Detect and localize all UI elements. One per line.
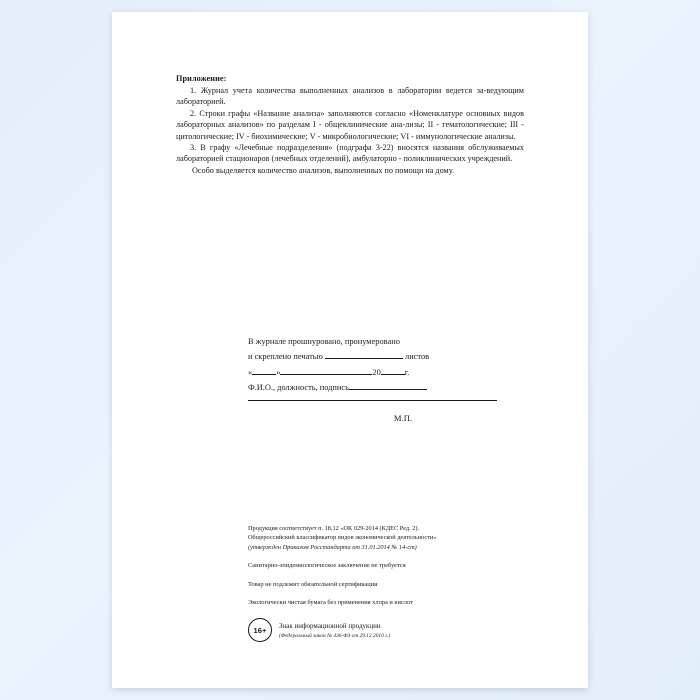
age-rating-title: Знак информационной продукции — [279, 622, 381, 631]
signature-line-2-suffix: листов — [405, 352, 430, 362]
appendix-special-note: Особо выделяется количество анализов, выполненных по помощи на дому. — [192, 165, 455, 175]
footer-line-5: Товар не подлежит обязательной сертификации — [248, 580, 378, 588]
footer-gap-1 — [248, 552, 538, 561]
signature-line-4-label: Ф.И.О., должность, подпись — [248, 383, 349, 393]
signature-line-1-text: В журнале прошнуровано, пронумеровано — [248, 337, 400, 346]
age-rating-badge: 16+ — [248, 618, 272, 642]
date-quote-close: » — [276, 367, 281, 377]
footer-line-3: (утвержден Приказом Росстандарта от 31.01.2014 № 14-ст) — [248, 543, 417, 551]
signature-line-2 — [248, 349, 498, 364]
sheets-count-blank[interactable] — [325, 349, 403, 359]
footer-line-1: Продукция соответствует п. 18.12 «ОК 029-2014 (КДЕС Ред. 2). — [248, 525, 420, 532]
appendix-paragraph-2: 2. Строки графы «Название анализа» заполняются согласно «Номенклатуре основных видов лабораторных анализов» по разделам I - общеклинические ана-лизы; II - гематологические; III - цитологические; IV - биохимические; V - микробиологические; VI - иммунологические анализы. — [176, 108, 524, 141]
year-blank[interactable] — [381, 365, 405, 375]
footer-line-2: Общероссийский классификатор видов экономической деятельности» — [248, 534, 437, 542]
footer-line-4: Санитарно-эпидемиологическое заключение не требуется — [248, 562, 406, 570]
date-quote-open: « — [248, 367, 253, 377]
signature-blank[interactable] — [349, 380, 427, 390]
day-blank[interactable] — [252, 365, 276, 375]
document-page — [112, 12, 588, 688]
signature-line-4 — [248, 380, 498, 395]
age-rating-row — [248, 618, 538, 642]
footer-gap-2 — [248, 571, 538, 580]
signature-line-2-prefix: и скреплено печатью — [248, 352, 323, 362]
month-blank[interactable] — [280, 365, 372, 375]
age-rating-text — [279, 620, 390, 640]
year-suffix: г. — [404, 367, 410, 377]
signature-long-rule — [248, 399, 497, 401]
age-rating-subtitle: (Федеральный закон № 436-ФЗ от 29.12.2010 г.) — [279, 632, 391, 639]
signature-line-1 — [248, 334, 498, 349]
stamp-label: М.П. — [393, 412, 413, 423]
certification-footer — [248, 524, 538, 642]
signature-block — [248, 334, 498, 426]
appendix-section — [176, 74, 524, 176]
year-prefix: 20 — [372, 367, 381, 377]
footer-gap-3 — [248, 589, 538, 598]
signature-line-3-date — [248, 365, 498, 380]
footer-line-6: Экологически чистая бумага без применения хлора и кислот — [248, 599, 413, 607]
appendix-paragraph-1: 1. Журнал учета количества выполненных анализов в лаборатории ведется за-ведующим лабораторией. — [176, 86, 524, 107]
appendix-paragraph-3: 3. В графу «Лечебные подразделения» (подграфа 3-22) вносятся названия обслуживаемых лабораторией стационаров (лечебных отделений), амбулаторно - поликлинических учреждений. — [176, 143, 524, 164]
appendix-title: Приложение: — [176, 74, 227, 83]
